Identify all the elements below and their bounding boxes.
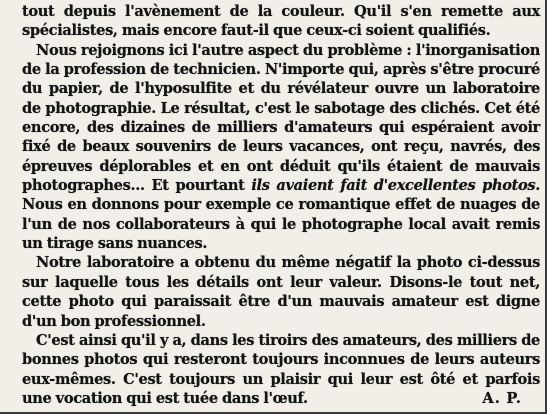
paragraph-4: C'est ainsi qu'il y a, dans les tiroirs des amateurs, des milliers de bonnes photos qui resteront toujours inconnues de leurs auteurs eux-mêmes. C'est toujours un plaisir qui leur est ôté et parfois une vocation qui est tuée dans l'œuf. (22, 331, 540, 407)
article-text (22, 2, 540, 408)
author-signature: A. P. (482, 389, 522, 407)
paragraph-2-italic: ils avaient fait d'excellentes photos. (251, 177, 541, 195)
paragraph-2 (22, 41, 540, 254)
paragraph-2-end: Nous en donnons pour exemple ce romantique effet de nuages de l'un de nos collaborateurs à qui le photographe local avait remis un tirage sans nuances. (22, 196, 540, 253)
paragraph-1: tout depuis l'avènement de la couleur. Qu'il s'en remette aux spécialistes, mais encore faut-il que ceux-ci soient qualifiés. (22, 3, 540, 40)
paragraph-2-text: Nous rejoignons ici l'autre aspect du problème : l'inorganisation de la profession de technicien. N'importe qui, après s'être procuré du papier, de l'hyposulfite et du révélateur ouvre un laboratoire de photographie. Le résultat, c'est le sabotage des clichés. Cet été encore, des dizaines de milliers d'amateurs qui espéraient avoir fixé de beaux souvenirs de leurs vacances, ont reçu, navrés, des épreuves déplorables et en ont déduit qu'ils étaient de mauvais photographes... Et pourtant (22, 41, 540, 195)
paragraph-3: Notre laboratoire a obtenu du même négatif la photo ci-dessus sur laquelle tous les détails ont leur valeur. Disons-le tout net, cette photo qui paraissait être d'un mauvais amateur est digne d'un bon professionnel. (22, 254, 540, 330)
